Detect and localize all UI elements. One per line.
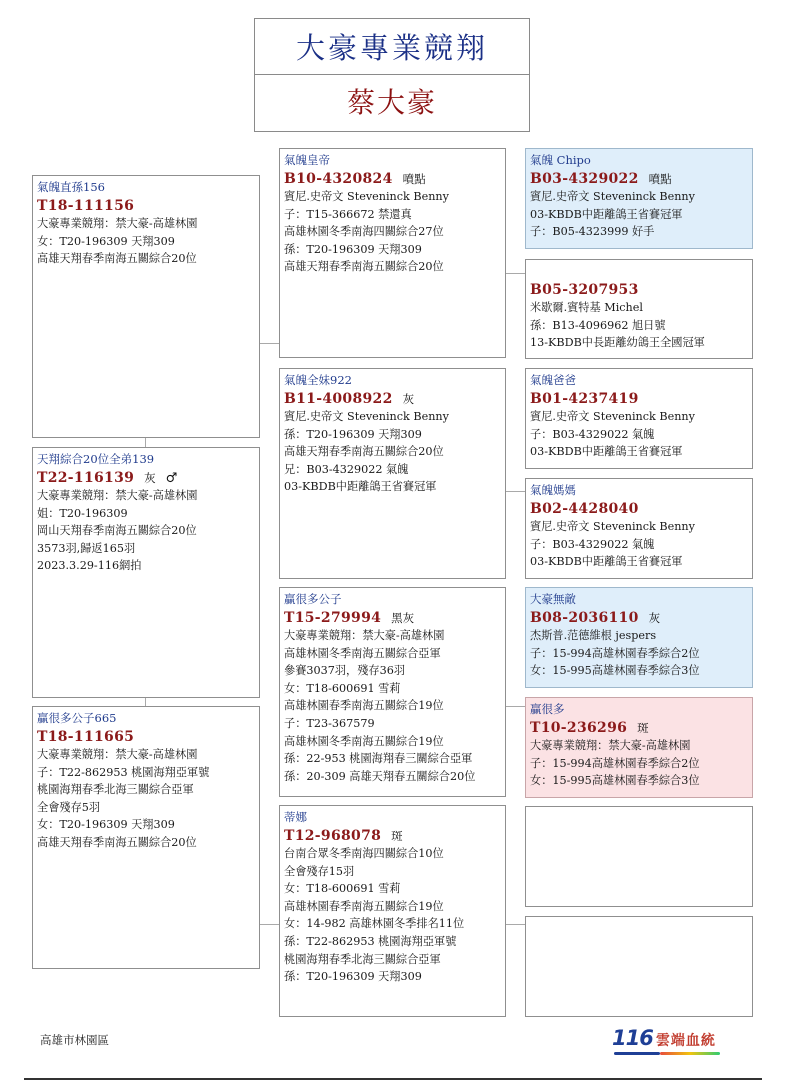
- ring-row: [284, 168, 505, 188]
- pedigree-note: 杰斯普.范德維根 jespers: [530, 629, 657, 642]
- pedigree-note: 子：B03-4329022 氣魄: [530, 537, 655, 551]
- ring-number: T18-111665: [37, 729, 135, 745]
- ring-row: [284, 825, 505, 845]
- pedigree-card-sire: [279, 148, 506, 358]
- footer-location: 高雄市林園區: [40, 1033, 109, 1047]
- pedigree-note: 高雄天翔春季南海五關綜合20位: [37, 252, 197, 266]
- logo-number: 116: [612, 1026, 653, 1050]
- pedigree-note: 女：15-995高雄林園春季綜合3位: [530, 774, 700, 788]
- pedigree-note: 全會殘存5羽: [37, 800, 101, 814]
- ring-row: [530, 388, 752, 408]
- pedigree-note: 孫：T22-862953 桃園海翔亞軍號: [284, 934, 457, 948]
- pedigree-card-granddam-3: [525, 697, 753, 798]
- pigeon-name: 贏很多公子: [284, 592, 342, 606]
- male-symbol-icon: ♂: [165, 471, 178, 486]
- ring-row: [37, 467, 259, 487]
- ring-number: B10-4320824: [284, 171, 393, 187]
- pedigree-note: 台南合眾冬季南海四關綜合10位: [284, 847, 444, 860]
- pedigree-note: 孫：B13-4096962 旭日號: [530, 318, 666, 332]
- pigeon-name: 贏很多: [530, 702, 565, 716]
- pedigree-card-dam-2: [279, 805, 506, 1017]
- pedigree-note: 03-KBDB中距離鴿王省賽冠軍: [284, 480, 437, 494]
- ring-number: B08-2036110: [530, 610, 639, 626]
- pedigree-note: 女：14-982 高雄林園冬季排名11位: [284, 917, 465, 931]
- pigeon-name: 大豪無敵: [530, 592, 576, 606]
- pigeon-name: [530, 264, 752, 279]
- pigeon-name: 氣魄爸爸: [530, 373, 576, 387]
- pedigree-note: 大豪專業競翔：禁大豪-高雄林園: [37, 489, 198, 502]
- ring-row: [530, 936, 752, 956]
- logo-swoosh-accent-icon: [660, 1052, 720, 1055]
- ring-row: [284, 607, 505, 627]
- pigeon-name: 天翔綜合20位全弟139: [37, 452, 155, 466]
- feather-color: 斑: [637, 721, 649, 735]
- ring-row: [530, 607, 752, 627]
- pigeon-name: 氣魄直孫156: [37, 180, 105, 194]
- ring-number: T12-968078: [284, 828, 382, 844]
- pedigree-note: 03-KBDB中距離鴿王省賽冠軍: [530, 207, 683, 221]
- pedigree-note: 女：T20-196309 天翔309: [37, 234, 175, 248]
- ring-number: B01-4237419: [530, 391, 639, 407]
- bottom-divider: [24, 1078, 762, 1080]
- pedigree-note: 大豪專業競翔：禁大豪-高雄林園: [37, 748, 198, 761]
- ring-row: [530, 168, 752, 188]
- pedigree-note: 賓尼.史帝文 Steveninck Benny: [530, 190, 695, 203]
- pedigree-note: 子：B05-4323999 好手: [530, 225, 655, 239]
- pedigree-note: 孫：T20-196309 天翔309: [284, 427, 422, 441]
- pedigree-note: 子：T22-862953 桃園海翔亞軍號: [37, 765, 210, 779]
- feather-color: 黑灰: [391, 611, 415, 625]
- pedigree-note: 大豪專業競翔：禁大豪-高雄林園: [37, 217, 198, 230]
- pedigree-note: 高雄天翔春季南海五關綜合20位: [284, 260, 444, 274]
- ring-number: T10-236296: [530, 720, 628, 736]
- pedigree-note: 岡山天翔春季南海五關綜合20位: [37, 524, 197, 538]
- pedigree-card-dam: [279, 368, 506, 579]
- pedigree-note: 高雄林園冬季南海五關綜合亞軍: [284, 646, 441, 660]
- pigeon-name: 氣魄媽媽: [530, 483, 576, 497]
- pedigree-note: 高雄天翔春季南海五關綜合20位: [284, 445, 444, 459]
- ring-number: B02-4428040: [530, 501, 639, 517]
- pedigree-note: 孫：22-953 桃園海翔春三關綜合亞軍: [284, 752, 473, 766]
- feather-color: 灰: [402, 392, 415, 406]
- ring-row: [530, 279, 752, 299]
- pedigree-note: 孫：T20-196309 天翔309: [284, 970, 422, 984]
- ring-row: [530, 498, 752, 518]
- pedigree-note: 女：T20-196309 天翔309: [37, 818, 175, 832]
- ring-row: [37, 726, 259, 746]
- feather-color: 斑: [391, 829, 403, 843]
- pigeon-name: 贏很多公子665: [37, 711, 117, 725]
- ring-row: [530, 717, 752, 737]
- pedigree-note: 孫：T20-196309 天翔309: [284, 242, 422, 256]
- logo-swoosh-icon: [614, 1052, 660, 1055]
- page-title: 大豪專業競翔: [255, 19, 529, 75]
- pedigree-note: 高雄林園冬季南海五關綜合19位: [284, 734, 444, 748]
- pedigree-note: 高雄林園冬季南海四關綜合27位: [284, 225, 444, 239]
- pedigree-card-grandsire-4: [525, 806, 753, 907]
- pedigree-note: 全會殘存15羽: [284, 864, 355, 878]
- pedigree-note: 子：T15-366672 禁還真: [284, 207, 412, 221]
- feather-color: 灰: [648, 611, 661, 625]
- pedigree-note: 孫：20-309 高雄天翔春五關綜合20位: [284, 769, 476, 783]
- pedigree-note: 子：15-994高雄林園春季綜合2位: [530, 646, 700, 660]
- pigeon-name: 氣魄皇帝: [284, 153, 330, 167]
- ring-number: B03-4329022: [530, 171, 639, 187]
- pedigree-card-grandsire-3: [525, 587, 753, 688]
- pedigree-note: 女：T18-600691 雪莉: [284, 882, 401, 896]
- title-box: [254, 18, 530, 132]
- pigeon-name: [530, 811, 752, 826]
- pedigree-note: 參賽3037羽，殘存36羽: [284, 664, 406, 678]
- pedigree-card-grandsire-2: [525, 368, 753, 469]
- pedigree-note: 女：T18-600691 雪莉: [284, 681, 401, 695]
- pigeon-name: 氣魄 Chipo: [530, 153, 591, 167]
- owner-name: 蔡大豪: [346, 86, 437, 119]
- brand-logo: [612, 1026, 742, 1060]
- ring-number: T15-279994: [284, 610, 382, 626]
- pedigree-note: 賓尼.史帝文 Steveninck Benny: [530, 520, 695, 533]
- pedigree-note: 桃園海翔春季北海三關綜合亞軍: [284, 952, 441, 966]
- pedigree-note: 姐：T20-196309: [37, 506, 128, 520]
- ring-row: [284, 388, 505, 408]
- pedigree-note: 賓尼.史帝文 Steveninck Benny: [530, 410, 695, 423]
- ring-number: T22-116139: [37, 470, 135, 486]
- pedigree-note: 子：15-994高雄林園春季綜合2位: [530, 756, 700, 770]
- pedigree-note: 子：B03-4329022 氣魄: [530, 427, 655, 441]
- pigeon-name: 氣魄全妹922: [284, 373, 352, 387]
- pedigree-note: 賓尼.史帝文 Steveninck Benny: [284, 410, 449, 423]
- pedigree-note: 桃園海翔春季北海三關綜合亞軍: [37, 783, 194, 797]
- pedigree-note: 大豪專業競翔：禁大豪-高雄林園: [284, 629, 445, 642]
- pedigree-note: 米歇爾.賓特基 Michel: [530, 301, 643, 314]
- ring-number: T18-111156: [37, 198, 135, 214]
- pedigree-card-sibling: [32, 447, 260, 698]
- pedigree-note: 03-KBDB中距離鴿王省賽冠軍: [530, 445, 683, 459]
- pedigree-note: 賓尼.史帝文 Steveninck Benny: [284, 190, 449, 203]
- logo-text: 雲端血統: [655, 1033, 716, 1049]
- pedigree-card-subject: [32, 175, 260, 438]
- ring-row: [37, 195, 259, 215]
- ring-number: B11-4008922: [284, 391, 393, 407]
- pedigree-note: 兄：B03-4329022 氣魄: [284, 462, 409, 476]
- pedigree-note: 高雄天翔春季南海五關綜合20位: [37, 835, 197, 849]
- pedigree-note: 03-KBDB中距離鴿王省賽冠軍: [530, 555, 683, 569]
- pigeon-name: 蒂娜: [284, 810, 307, 824]
- pedigree-note: 3573羽,歸返165羽: [37, 541, 136, 555]
- feather-color: 噴點: [648, 172, 672, 186]
- pedigree-note: 13-KBDB中長距離幼鴿王全國冠軍: [530, 336, 705, 350]
- pedigree-card-granddam-2: [525, 478, 753, 579]
- pedigree-note: 高雄林園春季南海五關綜合19位: [284, 699, 444, 713]
- pedigree-note: 2023.3.29-116網拍: [37, 559, 142, 573]
- feather-color: 灰: [144, 471, 156, 485]
- pedigree-card-relative: [32, 706, 260, 969]
- pedigree-card-granddam-1: [525, 259, 753, 359]
- pedigree-card-granddam-4: [525, 916, 753, 1017]
- pigeon-name: [530, 921, 752, 936]
- pedigree-note: 大豪專業競翔：禁大豪-高雄林園: [530, 739, 691, 752]
- ring-row: [530, 826, 752, 846]
- pedigree-note: 高雄林園春季南海五關綜合19位: [284, 899, 444, 913]
- pedigree-note: 女：15-995高雄林園春季綜合3位: [530, 664, 700, 678]
- pedigree-note: 子：T23-367579: [284, 716, 375, 730]
- pedigree-card-sire-2: [279, 587, 506, 797]
- ring-number: B05-3207953: [530, 282, 639, 298]
- pedigree-card-grandsire-1: [525, 148, 753, 249]
- feather-color: 噴點: [402, 172, 426, 186]
